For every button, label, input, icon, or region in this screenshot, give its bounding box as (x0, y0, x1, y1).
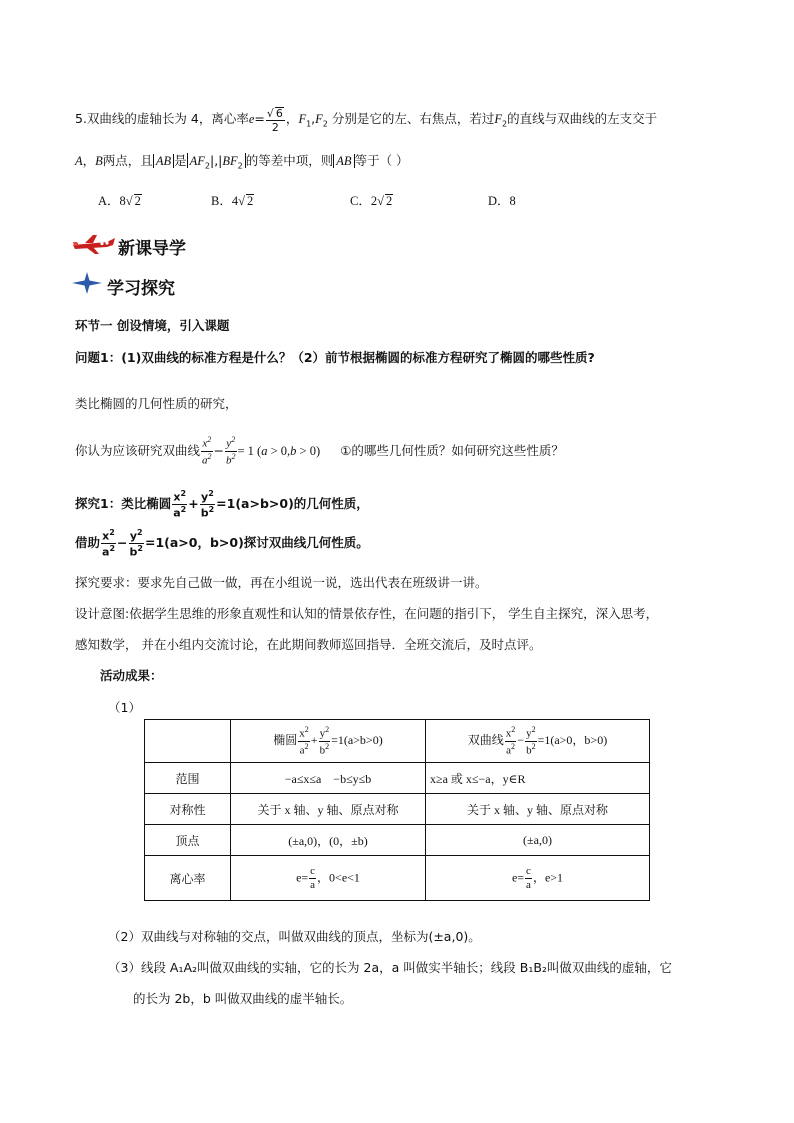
ellipse-symmetry: 关于 x 轴、y 轴、原点对称 (231, 794, 426, 825)
var-e: e (248, 112, 255, 126)
row-label: 范围 (145, 763, 231, 794)
hyper-range: x≥a 或 x≤−a，y∈R (426, 763, 650, 794)
design-intent-2: 感知数学， 并在小组内交流讨论，在此期间教师巡回指导．全班交流后，及时点评。 (75, 637, 542, 652)
minus: − (213, 443, 224, 458)
abs-ab: AB (153, 154, 174, 168)
sub: 2 (322, 119, 328, 129)
gt: > 0, (267, 444, 291, 458)
airplane-icon (71, 233, 117, 255)
f2: F (315, 112, 323, 126)
problem-5-line-2 (75, 151, 409, 177)
b: b (290, 444, 297, 458)
comma: ， (82, 153, 96, 168)
eq: = 1 ( (237, 444, 262, 458)
hyper-eccentricity (426, 856, 650, 901)
option-label: B．4 (211, 194, 239, 208)
ecc-c: c (526, 864, 531, 877)
item-3-line-1: （3）线段 A₁A₂叫做双曲线的实轴，它的长为 2a，a 叫做实半轴长；线段 B₁B₂叫做双曲线的虚轴，它 (108, 960, 672, 975)
option-label: A．8 (98, 194, 126, 208)
problem-text: 的直线与双曲线的左支交于 (507, 111, 658, 126)
sub: 2 (502, 119, 508, 129)
table-header-row (145, 720, 650, 763)
link-1: 环节一 创设情境，引入课题 (75, 318, 230, 333)
point-a: A (75, 154, 83, 168)
ecc-a: a (526, 878, 531, 891)
comma: , (311, 111, 316, 126)
table-cell: 双曲线 $\frac{x^2}{a^2}$ − $\frac{y^2}{b^2}$ =1(a>0，b>0) (426, 720, 650, 763)
option-rad: 2 (134, 194, 141, 208)
table-cell: 椭圆 $\frac{x^2}{a^2}$ + $\frac{y^2}{b^2}$ =1(a>b>0) (231, 720, 426, 763)
row-label: 顶点 (145, 825, 231, 856)
row-label: 离心率 (145, 856, 231, 901)
row-label: 对称性 (145, 794, 231, 825)
ellipse-vertex: (±a,0)，(0，±b) (231, 825, 426, 856)
point-b: B (95, 154, 103, 168)
explore-text: =1(a>0，b>0)探讨双曲线几何性质。 (144, 535, 369, 550)
problem-5-line-1 (75, 104, 657, 140)
x: x (202, 438, 208, 450)
equals: = (254, 111, 265, 126)
table-row (145, 825, 650, 856)
option-b[interactable]: B．4√ 2 (211, 194, 254, 208)
think-text: ①的哪些几何性质？如何研究这些性质？ (340, 443, 564, 458)
f1: F (298, 112, 307, 126)
option-rad: 2 (246, 194, 254, 208)
analogy-text: 类比椭圆的几何性质的研究， (75, 396, 238, 411)
head-hyper: 双曲线 (467, 732, 504, 747)
option-rad: 2 (385, 194, 393, 208)
question-1: 问题1：(1)双曲线的标准方程是什么？（2）前节根据椭圆的标准方程研究了椭圆的哪些性质? (75, 350, 595, 365)
sub: 2 (204, 161, 210, 171)
requirement: 探究要求：要求先自己做一做，再在小组说一说，选出代表在班级讲一讲。 (75, 575, 488, 590)
ecc-c: c (310, 864, 316, 877)
problem-text: 5.双曲线的虚轴长为 4，离心率 (75, 111, 249, 126)
f2b: F (494, 112, 503, 126)
heading-new-lesson: 新课导学 (118, 239, 186, 259)
gt: > 0) (296, 444, 321, 458)
head-tail: =1(a>b>0) (331, 732, 383, 747)
sub: 2 (237, 161, 243, 171)
y: y (226, 438, 232, 450)
explore-1-borrow: 借助 $\frac{x^2}{a^2}$ − $\frac{y^2}{b^2}$ =1(a>0，b>0)探讨双曲线几何性质。 (75, 528, 369, 559)
sub: 1 (306, 119, 312, 129)
ecc-e: e= (511, 869, 525, 884)
table-row (145, 763, 650, 794)
problem-text: 两点，且 (102, 153, 153, 168)
option-d[interactable] (488, 191, 516, 209)
a: a (202, 454, 208, 467)
den-2: 2 (271, 120, 279, 134)
hyper-symmetry: 关于 x 轴、y 轴、原点对称 (426, 794, 650, 825)
ellipse-range: −a≤x≤a −b≤y≤b (231, 763, 426, 794)
explore-text: 探究1：类比椭圆 (75, 496, 172, 511)
ecc-tail: ，0<e<1 (317, 869, 360, 884)
ecc-a: a (310, 878, 316, 891)
explore-text: =1(a>b>0)的几何性质， (216, 496, 369, 511)
comma: ， (285, 111, 299, 126)
results-label: 活动成果： (100, 668, 163, 683)
ellipse-eccentricity (231, 856, 426, 901)
option-label: C．2 (350, 194, 378, 208)
a: a (261, 444, 268, 458)
item-3-line-2: 的长为 2b，b 叫做双曲线的虚半轴长。 (133, 991, 353, 1006)
problem-text: 的等差中项，则 (245, 153, 334, 168)
af2: AF (189, 154, 205, 168)
explore-1-line: 探究1：类比椭圆 $\frac{x^2}{a^2}$ + $\frac{y^2}{b^2}$ =1(a>b>0)的几何性质， (75, 489, 369, 520)
bf2: BF (222, 154, 238, 168)
problem-text: 等于（ ） (354, 153, 409, 168)
table-cell (145, 720, 231, 763)
ecc-tail: ，e>1 (532, 869, 564, 884)
option-label: D．8 (488, 194, 516, 208)
hyper-vertex: (±a,0) (426, 825, 650, 856)
sqrt-6: 6 (275, 106, 283, 120)
problem-text: 是 (174, 153, 187, 168)
star-icon (72, 272, 102, 294)
item-1: （1） (108, 700, 141, 715)
head-tail: =1(a>0，b>0) (537, 732, 608, 747)
eccentricity-fraction: $\frac{√ 6}{2}$ (266, 106, 283, 134)
ecc-e: e= (296, 869, 309, 884)
problem-text: 分别是它的左、右焦点，若过 (331, 111, 495, 126)
explore-text: 借助 (75, 535, 101, 550)
head-ellipse: 椭圆 (273, 732, 298, 747)
heading-explore: 学习探究 (107, 279, 175, 299)
sep: |,| (209, 153, 223, 168)
table-row (145, 794, 650, 825)
abs-ab-2: AB (333, 154, 354, 168)
table-row (145, 856, 650, 901)
comparison-table (144, 719, 650, 901)
option-a[interactable]: A．8√ 2 (98, 194, 141, 208)
item-2: （2）双曲线与对称轴的交点，叫做双曲线的顶点，坐标为(±a,0)。 (108, 929, 481, 944)
option-c[interactable]: C．2√ 2 (350, 194, 393, 208)
think-line: 你认为应该研究双曲线 $\frac{x^2}{a^2}$ − $\frac{y^2}{b^2}$ = 1 (a > 0,b > 0) ①的哪些几何性质？如何研究这些性质？ (75, 435, 564, 467)
think-text: 你认为应该研究双曲线 (75, 443, 201, 458)
design-intent-1: 设计意图:依据学生思维的形象直观性和认知的情景依存性，在问题的指引下， 学生自主探究，深入思考， (75, 606, 659, 621)
b: b (226, 454, 232, 467)
